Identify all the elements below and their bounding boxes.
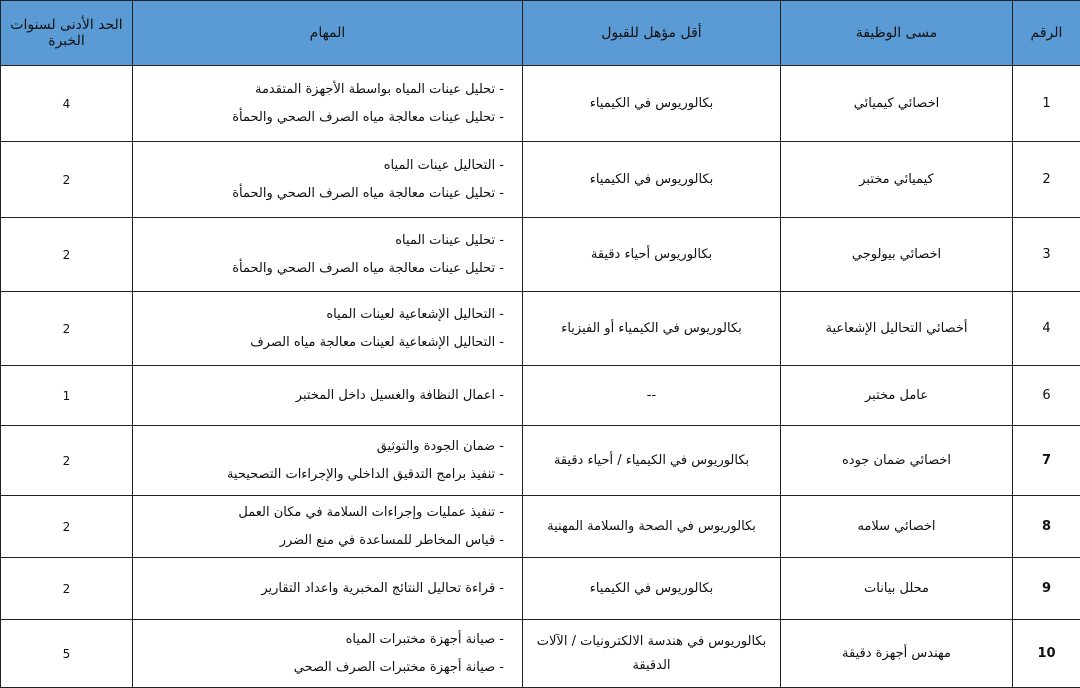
qualification: بكالوريوس في الكيمياء / أحياء دقيقة — [523, 426, 781, 496]
qualification: بكالوريوس في الكيمياء — [523, 66, 781, 142]
job-title: اخصائي بيولوجي — [781, 218, 1013, 292]
row-number: 8 — [1013, 496, 1080, 558]
task-item: - تحليل عينات معالجة مياه الصرف الصحي والحمأة — [232, 109, 504, 125]
task-item: - التحاليل الإشعاعية لعينات معالجة مياه الصرف — [250, 334, 504, 350]
row-number: 6 — [1013, 366, 1080, 426]
experience-years: 2 — [1, 558, 133, 620]
tasks — [133, 426, 523, 496]
experience-years: 2 — [1, 218, 133, 292]
tasks — [133, 142, 523, 218]
header-row — [1, 1, 1080, 66]
task-item: - تحليل عينات المياه بواسطة الأجهزة المتقدمة — [254, 81, 504, 97]
table-row — [1, 426, 1080, 496]
qualification: بكالوريوس في الكيمياء أو الفيزياء — [523, 292, 781, 366]
job-title: أخصائي التحاليل الإشعاعية — [781, 292, 1013, 366]
table-row — [1, 66, 1080, 142]
table-row — [1, 142, 1080, 218]
row-number: 1 — [1013, 66, 1080, 142]
job-title: مهندس أجهزة دقيقة — [781, 620, 1013, 688]
table-row — [1, 292, 1080, 366]
tasks — [133, 558, 523, 620]
task-item: - صيانة أجهزة مختبرات الصرف الصحي — [293, 659, 504, 675]
task-item: - ضمان الجودة والتوثيق — [376, 438, 504, 454]
header-tasks: المهام — [133, 1, 523, 66]
job-title: اخصائي ضمان جوده — [781, 426, 1013, 496]
qualification: بكالوريوس أحياء دقيقة — [523, 218, 781, 292]
task-item: - قراءة تحاليل النتائج المخبرية واعداد التقارير — [261, 580, 504, 596]
qualification: -- — [523, 366, 781, 426]
header-number: الرقم — [1013, 1, 1080, 66]
job-title: اخصائي كيميائي — [781, 66, 1013, 142]
qualification: بكالوريوس في الكيمياء — [523, 558, 781, 620]
row-number: 3 — [1013, 218, 1080, 292]
table-row — [1, 218, 1080, 292]
task-item: - صيانة أجهزة مختبرات المياه — [345, 631, 504, 647]
job-title: كيميائي مختبر — [781, 142, 1013, 218]
header-job-title: مسى الوظيفة — [781, 1, 1013, 66]
task-item: - تحليل عينات معالجة مياه الصرف الصحي والحمأة — [232, 260, 504, 276]
task-item: - قياس المخاطر للمساعدة في منع الضرر — [279, 532, 504, 548]
qualification: بكالوريوس في هندسة الالكترونيات / الآلات الدقيقة — [523, 620, 781, 688]
header-experience: الحد الأدنى لسنوات الخبرة — [1, 1, 133, 66]
table-row — [1, 496, 1080, 558]
row-number: 9 — [1013, 558, 1080, 620]
job-title: محلل بيانات — [781, 558, 1013, 620]
row-number: 4 — [1013, 292, 1080, 366]
tasks — [133, 620, 523, 688]
table-row — [1, 366, 1080, 426]
task-item: - تحليل عينات معالجة مياه الصرف الصحي والحمأة — [232, 185, 504, 201]
experience-years: 2 — [1, 426, 133, 496]
row-number: 2 — [1013, 142, 1080, 218]
task-item: - اعمال النظافة والغسيل داخل المختبر — [295, 387, 504, 403]
table-row — [1, 558, 1080, 620]
row-number: 7 — [1013, 426, 1080, 496]
experience-years: 4 — [1, 66, 133, 142]
qualification: بكالوريوس في الكيمياء — [523, 142, 781, 218]
tasks — [133, 496, 523, 558]
tasks — [133, 218, 523, 292]
table-row — [1, 620, 1080, 688]
task-item: - تنفيذ برامج التدقيق الداخلي والإجراءات التصحيحية — [226, 466, 504, 482]
task-item: - التحاليل عينات المياه — [383, 157, 504, 173]
experience-years: 2 — [1, 292, 133, 366]
tasks — [133, 292, 523, 366]
task-item: - التحاليل الإشعاعية لعينات المياه — [326, 306, 504, 322]
header-qualification: أقل مؤهل للقبول — [523, 1, 781, 66]
task-item: - تحليل عينات المياه — [395, 232, 504, 248]
qualification: بكالوريوس في الصحة والسلامة المهنية — [523, 496, 781, 558]
experience-years: 2 — [1, 496, 133, 558]
row-number: 10 — [1013, 620, 1080, 688]
experience-years: 1 — [1, 366, 133, 426]
job-title: اخصائي سلامه — [781, 496, 1013, 558]
tasks — [133, 66, 523, 142]
experience-years: 2 — [1, 142, 133, 218]
task-item: - تنفيذ عمليات وإجراءات السلامة في مكان العمل — [238, 504, 504, 520]
job-title: عامل مختبر — [781, 366, 1013, 426]
tasks — [133, 366, 523, 426]
experience-years: 5 — [1, 620, 133, 688]
